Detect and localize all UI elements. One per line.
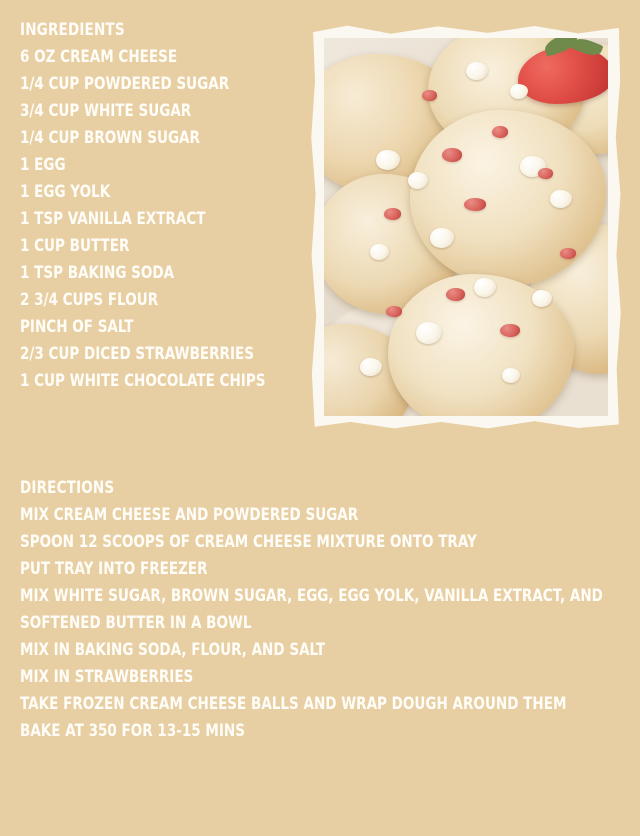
list-item: PUT TRAY INTO FREEZER	[20, 559, 208, 578]
list-item: MIX IN BAKING SODA, FLOUR, AND SALT	[20, 640, 326, 659]
ingredients-list	[20, 43, 320, 394]
diced-strawberry	[500, 324, 520, 337]
list-item: 3/4 CUP WHITE SUGAR	[20, 101, 192, 120]
diced-strawberry	[386, 306, 402, 317]
recipe-photo-card	[310, 24, 622, 430]
list-item: 2/3 CUP DICED STRAWBERRIES	[20, 344, 254, 363]
diced-strawberry	[384, 208, 401, 220]
ingredients-section	[20, 20, 320, 394]
diced-strawberry	[446, 288, 465, 301]
list-item: 1 TSP VANILLA EXTRACT	[20, 209, 206, 228]
directions-list	[20, 501, 620, 744]
diced-strawberry	[422, 90, 437, 101]
list-item: 1 CUP WHITE CHOCOLATE CHIPS	[20, 371, 266, 390]
diced-strawberry	[538, 168, 553, 179]
list-item: TAKE FROZEN CREAM CHEESE BALLS AND WRAP DOUGH AROUND THEM	[20, 694, 567, 713]
ingredients-heading: INGREDIENTS	[20, 20, 125, 39]
list-item: 6 OZ CREAM CHEESE	[20, 47, 178, 66]
list-item: 1 TSP BAKING SODA	[20, 263, 175, 282]
diced-strawberry	[442, 148, 462, 162]
list-item: 1/4 CUP POWDERED SUGAR	[20, 74, 230, 93]
diced-strawberry	[560, 248, 576, 259]
list-item: 1 CUP BUTTER	[20, 236, 130, 255]
list-item: 1/4 CUP BROWN SUGAR	[20, 128, 200, 147]
list-item: 1 EGG	[20, 155, 66, 174]
list-item: 1 EGG YOLK	[20, 182, 111, 201]
diced-strawberry	[464, 198, 486, 211]
list-item: SPOON 12 SCOOPS OF CREAM CHEESE MIXTURE ONTO TRAY	[20, 532, 477, 551]
directions-section	[20, 478, 620, 744]
list-item: MIX CREAM CHEESE AND POWDERED SUGAR	[20, 505, 359, 524]
list-item: PINCH OF SALT	[20, 317, 134, 336]
list-item: BAKE AT 350 FOR 13-15 MINS	[20, 721, 245, 740]
directions-heading: DIRECTIONS	[20, 478, 115, 497]
list-item: MIX IN STRAWBERRIES	[20, 667, 194, 686]
recipe-photo	[324, 38, 608, 416]
list-item: MIX WHITE SUGAR, BROWN SUGAR, EGG, EGG YOLK, VANILLA EXTRACT, AND SOFTENED BUTTER IN A BOWL	[20, 586, 603, 632]
list-item: 2 3/4 CUPS FLOUR	[20, 290, 159, 309]
diced-strawberry	[492, 126, 508, 138]
